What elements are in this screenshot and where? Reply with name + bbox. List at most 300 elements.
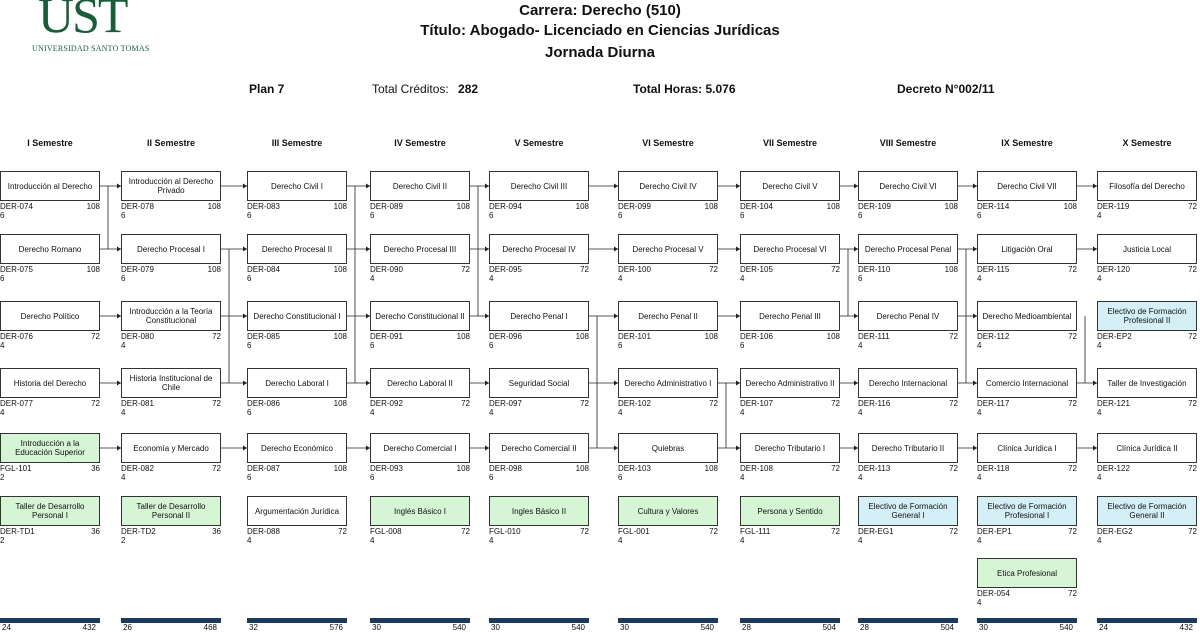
course-credits: 4	[1097, 341, 1102, 350]
course-code: DER-EG2	[1097, 527, 1133, 536]
course-credits: 6	[370, 341, 375, 350]
course-name: Economía y Mercado	[121, 433, 221, 463]
course-credits: 6	[858, 274, 863, 283]
arrow-head	[736, 247, 740, 252]
course-name: Derecho Administrativo II	[740, 368, 840, 398]
course-code: DER-120	[1097, 265, 1130, 274]
arrow-head	[243, 247, 247, 252]
course-hours: 36	[212, 527, 221, 536]
course-hours: 72	[709, 399, 718, 408]
course-code: DER-116	[858, 399, 891, 408]
course-hours: 72	[1068, 332, 1077, 341]
course-name: Clínica Jurídica I	[977, 433, 1077, 463]
course-name: Historia Institucional de Chile	[121, 368, 221, 398]
course-credits: 4	[489, 536, 494, 545]
course-name: Derecho Procesal V	[618, 234, 718, 264]
course-hours: 72	[461, 399, 470, 408]
course-credits: 6	[489, 211, 494, 220]
course-credits: 6	[858, 211, 863, 220]
course-credits: 6	[370, 211, 375, 220]
course-name: Derecho Procesal Penal	[858, 234, 958, 264]
course-credits: 4	[1097, 274, 1102, 283]
course-code: DER-097	[489, 399, 522, 408]
course-hours: 72	[212, 464, 221, 473]
semester-total-credits: 24	[2, 623, 11, 632]
course-hours: 36	[91, 464, 100, 473]
course-code: DER-110	[858, 265, 891, 274]
arrow-head	[973, 314, 977, 319]
course-name: Derecho Penal I	[489, 301, 589, 331]
course-credits: 6	[618, 341, 623, 350]
arrow-head	[1093, 446, 1097, 451]
course-code: DER-094	[489, 202, 522, 211]
logo-mark: UST	[38, 0, 127, 43]
course-name: Clínica Jurídica II	[1097, 433, 1197, 463]
course-code: DER-100	[618, 265, 651, 274]
course-code: DER-113	[858, 464, 891, 473]
course-code: FGL-008	[370, 527, 402, 536]
course-hours: 72	[949, 527, 958, 536]
course-hours: 72	[1188, 265, 1197, 274]
arrow-head	[485, 184, 489, 189]
course-credits: 6	[370, 473, 375, 482]
course-code: DER-085	[247, 332, 280, 341]
semester-total-hours: 468	[203, 623, 217, 632]
course-credits: 4	[247, 536, 252, 545]
course-credits: 6	[489, 341, 494, 350]
semester-total-credits: 24	[1099, 623, 1108, 632]
course-name: Derecho Político	[0, 301, 100, 331]
course-credits: 4	[121, 408, 126, 417]
course-code: DER-103	[618, 464, 651, 473]
semester-total-credits: 28	[860, 623, 869, 632]
course-credits: 4	[618, 536, 623, 545]
semester-total-hours: 540	[452, 623, 466, 632]
course-code: DER-118	[977, 464, 1010, 473]
course-credits: 2	[121, 536, 126, 545]
course-hours: 72	[831, 527, 840, 536]
arrow-head	[485, 446, 489, 451]
course-credits: 6	[618, 211, 623, 220]
course-name: Derecho Administrativo I	[618, 368, 718, 398]
course-credits: 4	[977, 473, 982, 482]
course-code: DER-084	[247, 265, 280, 274]
course-name: Electivo de Formación General I	[858, 496, 958, 526]
course-credits: 2	[0, 473, 5, 482]
course-code: DER-108	[740, 464, 773, 473]
course-credits: 6	[247, 473, 252, 482]
course-code: DER-090	[370, 265, 403, 274]
course-code: FGL-111	[740, 527, 771, 536]
course-hours: 72	[831, 399, 840, 408]
arrow-head	[243, 314, 247, 319]
course-code: DER-093	[370, 464, 403, 473]
arrow-head	[973, 247, 977, 252]
course-hours: 72	[1188, 527, 1197, 536]
course-credits: 6	[618, 473, 623, 482]
semester-total-credits: 28	[742, 623, 751, 632]
arrow-head	[736, 184, 740, 189]
semester-total-hours: 540	[571, 623, 585, 632]
course-code: DER-101	[618, 332, 651, 341]
course-code: DER-122	[1097, 464, 1130, 473]
course-name: Derecho Procesal III	[370, 234, 470, 264]
course-code: DER-EP2	[1097, 332, 1132, 341]
credits-label: Total Créditos:	[372, 82, 449, 96]
course-name: Derecho Civil II	[370, 171, 470, 201]
course-hours: 72	[580, 265, 589, 274]
course-credits: 6	[0, 211, 5, 220]
course-hours: 108	[944, 202, 958, 211]
course-name: Introducción al Derecho Privado	[121, 171, 221, 201]
course-name: Derecho Laboral II	[370, 368, 470, 398]
course-hours: 108	[207, 202, 221, 211]
course-code: DER-TD2	[121, 527, 156, 536]
course-credits: 6	[740, 211, 745, 220]
course-hours: 108	[704, 202, 718, 211]
course-hours: 72	[709, 527, 718, 536]
semester-total-hours: 540	[1059, 623, 1073, 632]
course-name: Derecho Comercial II	[489, 433, 589, 463]
semester-header: VII Semestre	[762, 138, 818, 148]
arrow-head	[243, 184, 247, 189]
course-credits: 6	[121, 211, 126, 220]
course-hours: 108	[575, 464, 589, 473]
course-code: DER-095	[489, 265, 522, 274]
course-credits: 6	[247, 274, 252, 283]
course-name: Derecho Comercial I	[370, 433, 470, 463]
course-hours: 108	[575, 332, 589, 341]
course-code: DER-112	[977, 332, 1010, 341]
course-credits: 4	[740, 536, 745, 545]
course-code: DER-078	[121, 202, 154, 211]
course-credits: 4	[121, 473, 126, 482]
course-name: Comercio Internacional	[977, 368, 1077, 398]
course-name: Cultura y Valores	[618, 496, 718, 526]
course-credits: 4	[977, 536, 982, 545]
course-code: DER-077	[0, 399, 33, 408]
course-code: DER-081	[121, 399, 154, 408]
arrow-head	[366, 446, 370, 451]
course-hours: 72	[831, 265, 840, 274]
course-hours: 72	[212, 332, 221, 341]
arrow-head	[736, 314, 740, 319]
course-name: Litigación Oral	[977, 234, 1077, 264]
course-code: DER-087	[247, 464, 280, 473]
course-credits: 4	[1097, 473, 1102, 482]
course-name: Derecho Constitucional II	[370, 301, 470, 331]
course-code: DER-092	[370, 399, 403, 408]
semester-header: III Semestre	[271, 138, 323, 148]
course-hours: 72	[1188, 464, 1197, 473]
course-name: Derecho Procesal IV	[489, 234, 589, 264]
course-hours: 72	[1068, 589, 1077, 598]
course-code: DER-075	[0, 265, 33, 274]
arrow-head	[614, 184, 618, 189]
course-code: DER-EP1	[977, 527, 1012, 536]
course-hours: 72	[580, 527, 589, 536]
semester-footer	[740, 623, 840, 632]
course-name: Derecho Civil III	[489, 171, 589, 201]
course-credits: 4	[489, 408, 494, 417]
course-code: DER-107	[740, 399, 773, 408]
course-name: Derecho Civil IV	[618, 171, 718, 201]
course-code: DER-098	[489, 464, 522, 473]
semester-total-hours: 432	[82, 623, 96, 632]
course-credits: 6	[977, 211, 982, 220]
course-credits: 4	[977, 408, 982, 417]
course-credits: 4	[1097, 408, 1102, 417]
course-credits: 4	[977, 341, 982, 350]
course-credits: 6	[489, 473, 494, 482]
course-code: DER-121	[1097, 399, 1130, 408]
course-credits: 6	[0, 274, 5, 283]
semester-total-credits: 30	[620, 623, 629, 632]
arrow-head	[1093, 247, 1097, 252]
course-hours: 72	[1068, 399, 1077, 408]
course-name: Taller de Desarrollo Personal I	[0, 496, 100, 526]
course-credits: 4	[740, 408, 745, 417]
course-code: DER-054	[977, 589, 1010, 598]
course-code: DER-119	[1097, 202, 1130, 211]
course-hours: 72	[1068, 527, 1077, 536]
career-title: Carrera: Derecho (510)	[519, 2, 681, 19]
course-code: DER-089	[370, 202, 403, 211]
course-hours: 108	[333, 202, 347, 211]
semester-total-hours: 576	[329, 623, 343, 632]
course-credits: 4	[858, 408, 863, 417]
semester-footer	[0, 623, 100, 632]
course-hours: 72	[580, 399, 589, 408]
schedule-title: Jornada Diurna	[544, 44, 656, 61]
course-credits: 4	[121, 341, 126, 350]
arrow-head	[614, 381, 618, 386]
course-name: Justicia Local	[1097, 234, 1197, 264]
arrow-head	[1093, 184, 1097, 189]
arrow-head	[366, 184, 370, 189]
semester-footer	[247, 623, 347, 632]
course-code: DER-109	[858, 202, 891, 211]
course-hours: 72	[1188, 202, 1197, 211]
arrow-head	[854, 381, 858, 386]
semester-header: I Semestre	[27, 138, 73, 148]
semester-header: X Semestre	[1122, 138, 1172, 148]
course-name: Derecho Internacional	[858, 368, 958, 398]
course-hours: 108	[333, 265, 347, 274]
semester-total-hours: 432	[1179, 623, 1193, 632]
semester-header: IV Semestre	[394, 138, 446, 148]
course-code: DER-086	[247, 399, 280, 408]
course-code: FGL-010	[489, 527, 521, 536]
course-code: DER-074	[0, 202, 33, 211]
course-code: FGL-001	[618, 527, 650, 536]
arrow-head	[854, 184, 858, 189]
course-code: FGL-101	[0, 464, 32, 473]
course-name: Seguridad Social	[489, 368, 589, 398]
semester-footer	[489, 623, 589, 632]
course-code: DER-117	[977, 399, 1010, 408]
semester-total-hours: 504	[940, 623, 954, 632]
course-name: Derecho Tributario I	[740, 433, 840, 463]
course-name: Electivo de Formación Profesional II	[1097, 301, 1197, 331]
course-credits: 6	[247, 211, 252, 220]
arrow-head	[614, 446, 618, 451]
course-name: Derecho Penal II	[618, 301, 718, 331]
arrow-head	[485, 314, 489, 319]
semester-total-hours: 540	[700, 623, 714, 632]
course-name: Derecho Civil VII	[977, 171, 1077, 201]
course-credits: 4	[0, 341, 5, 350]
semester-total-credits: 26	[123, 623, 132, 632]
course-hours: 72	[1188, 332, 1197, 341]
course-hours: 108	[333, 332, 347, 341]
course-name: Introducción a la Teoría Constitucional	[121, 301, 221, 331]
course-hours: 108	[826, 332, 840, 341]
course-credits: 4	[977, 598, 982, 607]
semester-footer	[370, 623, 470, 632]
course-credits: 6	[247, 341, 252, 350]
course-name: Derecho Procesal I	[121, 234, 221, 264]
course-hours: 72	[1068, 464, 1077, 473]
course-name: Inglés Básico I	[370, 496, 470, 526]
course-name: Derecho Medioambiental	[977, 301, 1077, 331]
course-code: DER-083	[247, 202, 280, 211]
arrow-head	[366, 247, 370, 252]
course-hours: 108	[456, 464, 470, 473]
arrow-head	[243, 381, 247, 386]
semester-footer	[858, 623, 958, 632]
course-name: Introducción a la Educación Superior	[0, 433, 100, 463]
course-credits: 4	[740, 274, 745, 283]
course-credits: 2	[0, 536, 5, 545]
course-credits: 4	[1097, 536, 1102, 545]
course-hours: 72	[212, 399, 221, 408]
arrow-head	[973, 184, 977, 189]
course-name: Derecho Civil I	[247, 171, 347, 201]
arrow-head	[117, 381, 121, 386]
arrow-head	[485, 247, 489, 252]
course-hours: 72	[949, 332, 958, 341]
course-name: Introducción al Derecho	[0, 171, 100, 201]
course-hours: 36	[91, 527, 100, 536]
course-code: DER-TD1	[0, 527, 35, 536]
course-name: Ingles Básico II	[489, 496, 589, 526]
logo-text: UNIVERSIDAD SANTO TOMAS	[32, 44, 150, 53]
arrow-head	[854, 247, 858, 252]
course-hours: 72	[1068, 265, 1077, 274]
course-code: DER-111	[858, 332, 890, 341]
semester-header: VI Semestre	[642, 138, 694, 148]
course-name: Derecho Penal IV	[858, 301, 958, 331]
course-name: Historia del Derecho	[0, 368, 100, 398]
course-credits: 4	[740, 473, 745, 482]
course-hours: 72	[949, 464, 958, 473]
course-name: Derecho Económico	[247, 433, 347, 463]
course-name: Taller de Investigación	[1097, 368, 1197, 398]
course-hours: 72	[831, 464, 840, 473]
course-hours: 108	[456, 332, 470, 341]
course-hours: 72	[91, 399, 100, 408]
course-name: Derecho Tributario II	[858, 433, 958, 463]
course-hours: 108	[704, 464, 718, 473]
semester-header: VIII Semestre	[879, 138, 937, 148]
course-hours: 108	[86, 202, 100, 211]
course-credits: 4	[858, 536, 863, 545]
arrow-head	[973, 446, 977, 451]
course-code: DER-082	[121, 464, 154, 473]
course-name: Taller de Desarrollo Personal II	[121, 496, 221, 526]
course-code: DER-105	[740, 265, 773, 274]
course-name: Electivo de Formación Profesional I	[977, 496, 1077, 526]
semester-header: V Semestre	[514, 138, 564, 148]
plan-label: Plan 7	[249, 82, 285, 96]
course-hours: 108	[207, 265, 221, 274]
decree-label: Decreto N°002/11	[897, 82, 995, 96]
arrow-head	[736, 446, 740, 451]
course-name: Derecho Laboral I	[247, 368, 347, 398]
course-name: Derecho Procesal II	[247, 234, 347, 264]
credits-value: 282	[458, 82, 479, 96]
course-credits: 4	[977, 274, 982, 283]
course-hours: 108	[86, 265, 100, 274]
arrow-head	[485, 381, 489, 386]
arrow-head	[117, 446, 121, 451]
arrow-head	[366, 314, 370, 319]
course-code: DER-096	[489, 332, 522, 341]
hours-value: 5.076	[705, 82, 736, 96]
course-hours: 108	[826, 202, 840, 211]
course-code: DER-104	[740, 202, 773, 211]
course-code: DER-115	[977, 265, 1010, 274]
course-hours: 108	[575, 202, 589, 211]
degree-title: Título: Abogado- Licenciado en Ciencias Jurídicas	[420, 22, 780, 39]
course-hours: 72	[709, 265, 718, 274]
course-name: Persona y Sentido	[740, 496, 840, 526]
course-hours: 108	[333, 464, 347, 473]
course-name: Quiebras	[618, 433, 718, 463]
course-name: Electivo de Formación General II	[1097, 496, 1197, 526]
arrow-head	[854, 314, 858, 319]
semester-total-credits: 30	[979, 623, 988, 632]
arrow-head	[117, 314, 121, 319]
course-hours: 72	[949, 399, 958, 408]
course-credits: 4	[858, 341, 863, 350]
semester-footer	[618, 623, 718, 632]
course-hours: 72	[461, 527, 470, 536]
course-name: Derecho Civil VI	[858, 171, 958, 201]
course-code: DER-102	[618, 399, 651, 408]
course-hours: 108	[944, 265, 958, 274]
course-code: DER-106	[740, 332, 773, 341]
course-hours: 108	[704, 332, 718, 341]
course-code: DER-088	[247, 527, 280, 536]
course-code: DER-080	[121, 332, 154, 341]
course-name: Derecho Romano	[0, 234, 100, 264]
course-name: Derecho Civil V	[740, 171, 840, 201]
arrow-head	[854, 446, 858, 451]
semester-footer	[121, 623, 221, 632]
course-code: DER-076	[0, 332, 33, 341]
course-credits: 4	[1097, 211, 1102, 220]
arrow-head	[117, 247, 121, 252]
arrow-head	[614, 314, 618, 319]
course-credits: 4	[370, 408, 375, 417]
course-hours: 72	[461, 265, 470, 274]
semester-footer	[1097, 623, 1197, 632]
course-credits: 4	[618, 408, 623, 417]
course-code: DER-091	[370, 332, 403, 341]
course-code: DER-114	[977, 202, 1010, 211]
